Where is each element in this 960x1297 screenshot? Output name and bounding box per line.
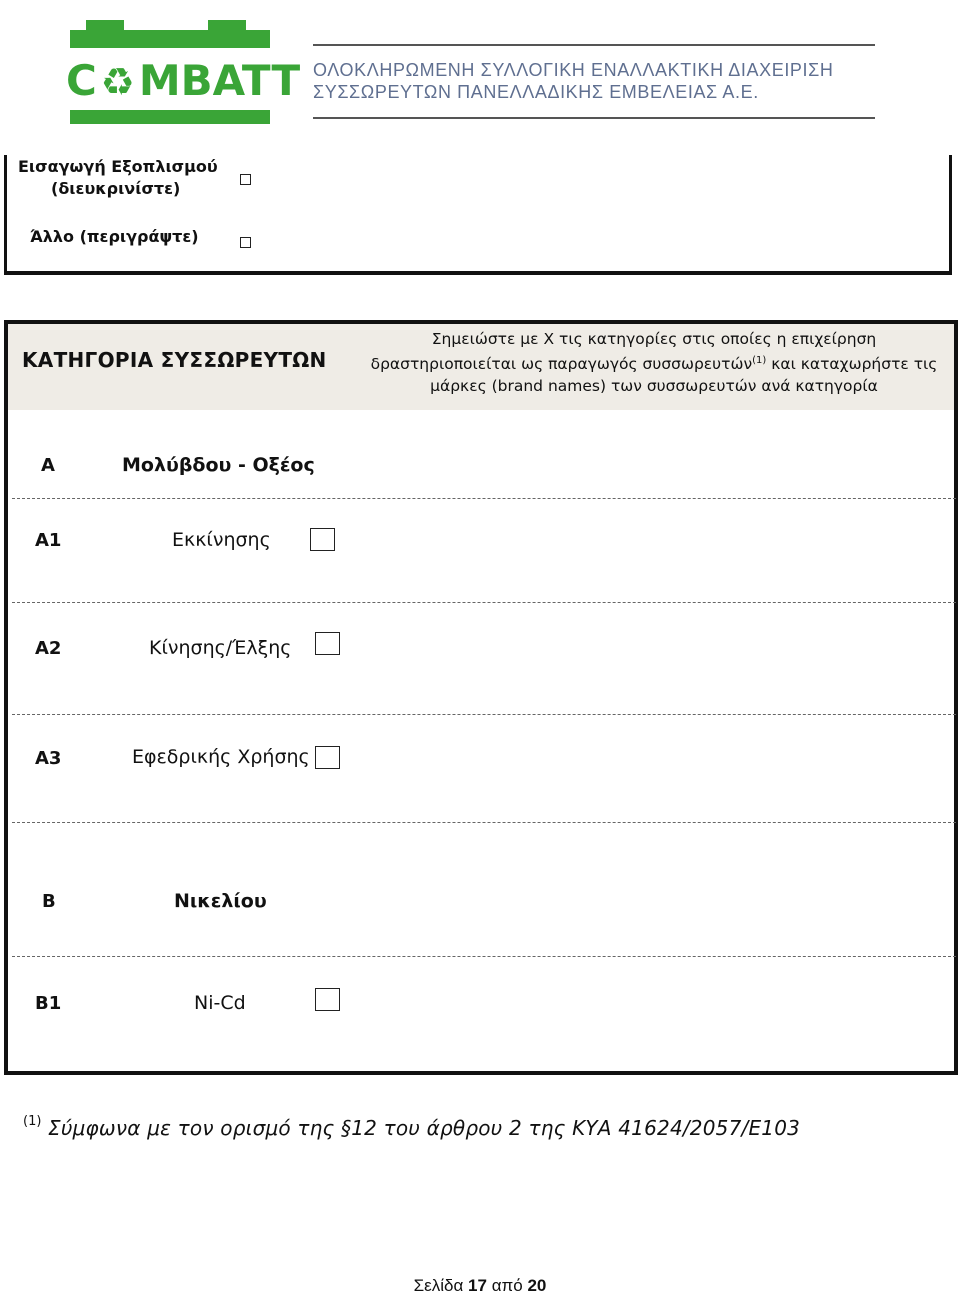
row-code-b1: B1 bbox=[35, 993, 62, 1014]
footnote-text: Σύμφωνα με τον ορισμό της §12 του άρθρου 2 της ΚΥΑ 41624/2057/Ε103 bbox=[48, 1116, 801, 1140]
row-name-standby: Εφεδρικής Χρήσης bbox=[132, 746, 310, 768]
row-code-b: B bbox=[42, 891, 56, 912]
row-name-starting: Εκκίνησης bbox=[172, 529, 271, 551]
row-code-a1: A1 bbox=[35, 530, 62, 551]
row-divider bbox=[12, 602, 956, 603]
recycle-icon: ♻ bbox=[100, 60, 135, 104]
battery-category-table bbox=[4, 320, 958, 1075]
row-divider bbox=[12, 822, 956, 823]
row-name-traction: Κίνησης/Έλξης bbox=[149, 637, 292, 659]
standby-checkbox[interactable] bbox=[315, 746, 340, 769]
other-label: Άλλο (περιγράψτε) bbox=[30, 227, 199, 246]
row-code-a3: A3 bbox=[35, 748, 62, 769]
logo-wordmark: C ♻MBATT bbox=[66, 56, 301, 105]
row-code-a: A bbox=[41, 455, 55, 476]
starting-checkbox[interactable] bbox=[310, 528, 335, 551]
category-heading: ΚΑΤΗΓΟΡΙΑ ΣΥΣΣΩΡΕΥΤΩΝ bbox=[22, 348, 327, 372]
nicd-checkbox[interactable] bbox=[315, 988, 340, 1011]
combatt-logo bbox=[66, 18, 301, 126]
traction-checkbox[interactable] bbox=[315, 632, 340, 655]
row-name-nicd: Ni-Cd bbox=[194, 992, 246, 1014]
row-divider bbox=[12, 498, 956, 499]
organization-name-line-2: ΣΥΣΣΩΡΕΥΤΩΝ ΠΑΝΕΛΛΑΔΙΚΗΣ ΕΜΒΕΛΕΙΑΣ Α.Ε. bbox=[313, 82, 759, 102]
header-rule-top bbox=[313, 44, 875, 46]
equipment-import-checkbox[interactable] bbox=[240, 174, 251, 185]
row-name-nickel: Νικελίου bbox=[174, 890, 267, 912]
row-divider bbox=[12, 956, 956, 957]
organization-name-line-1: ΟΛΟΚΛΗΡΩΜΕΝΗ ΣΥΛΛΟΓΙΚΗ ΕΝΑΛΛΑΚΤΙΚΗ ΔΙΑΧΕΙΡΙΣΗ bbox=[313, 60, 834, 80]
row-divider bbox=[12, 714, 956, 715]
other-checkbox[interactable] bbox=[240, 237, 251, 248]
row-code-a2: A2 bbox=[35, 638, 62, 659]
equipment-import-label: Εισαγωγή Εξοπλισμού bbox=[18, 157, 218, 176]
header-rule-bottom bbox=[313, 117, 875, 119]
footnote-reference: (1) bbox=[752, 355, 767, 366]
equipment-import-note: (διευκρινίστε) bbox=[51, 179, 181, 198]
row-name-lead-acid: Μολύβδου - Οξέος bbox=[122, 454, 315, 476]
instructions-text: Σημειώστε με Χ τις κατηγορίες στις οποίες η επιχείρηση δραστηριοποιείται ως παραγωγός συσσωρευτών$^{(1)}$ και καταχωρήστε τις μάρκες (brand names) των συσσωρευτών ανά κατηγορία bbox=[370, 330, 938, 396]
page-number: Σελίδα 17 από 20 bbox=[413, 1276, 547, 1295]
footnote-mark: (1) bbox=[23, 1114, 42, 1129]
table-header bbox=[8, 324, 954, 410]
